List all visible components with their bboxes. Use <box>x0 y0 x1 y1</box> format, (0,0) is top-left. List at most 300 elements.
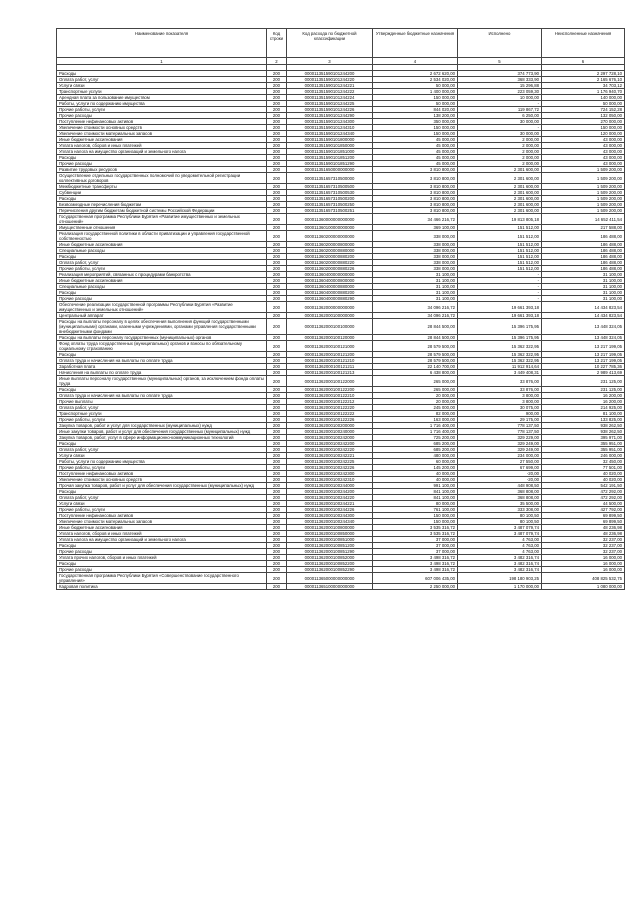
row-unexecuted: 10 227 785,36 <box>542 364 625 370</box>
row-approved: 338 000,00 <box>373 231 458 242</box>
row-code: 200 <box>267 113 287 119</box>
row-executed: 33 876,00 <box>458 387 542 393</box>
row-approved: 369 100,00 <box>373 225 458 231</box>
row-executed: 2 301 600,00 <box>458 208 542 214</box>
row-unexecuted: 186 488,00 <box>542 254 625 260</box>
row-approved: 28 579 500,00 <box>373 358 458 364</box>
row-code: 200 <box>267 260 287 266</box>
row-executed: 30 000,00 <box>458 119 542 125</box>
row-budget-code: 000011351590101244225 <box>287 101 373 107</box>
row-executed: 15 296,88 <box>458 83 542 89</box>
row-executed: - <box>458 296 542 302</box>
row-unexecuted: 355 951,00 <box>542 447 625 453</box>
row-executed: 151 512,00 <box>458 248 542 254</box>
row-name: Расходы <box>57 290 267 296</box>
row-budget-code: 000011362000100100000 <box>287 319 373 335</box>
row-executed: 3 487 079,74 <box>458 525 542 531</box>
row-code: 200 <box>267 149 287 155</box>
row-budget-code: 000011351590101851200 <box>287 155 373 161</box>
row-code: 200 <box>267 483 287 489</box>
row-executed: 151 512,00 <box>458 231 542 242</box>
row-code: 200 <box>267 435 287 441</box>
row-code: 200 <box>267 248 287 254</box>
row-name: Расходы <box>57 561 267 567</box>
row-code: 200 <box>267 555 287 561</box>
row-code: 200 <box>267 107 287 113</box>
row-executed: 2 000,00 <box>458 137 542 143</box>
report-page <box>56 28 624 590</box>
row-executed: 368 333,90 <box>458 77 542 83</box>
row-approved: 28 579 500,00 <box>373 341 458 352</box>
row-budget-code: 000011362000100244200 <box>287 489 373 495</box>
row-name: Работы, услуги по содержанию имущества <box>57 459 267 465</box>
row-name: Оплата труда и начисления на выплаты по оплате труда <box>57 393 267 399</box>
row-unexecuted: 270 000,00 <box>542 119 625 125</box>
row-approved: 685 200,00 <box>373 447 458 453</box>
row-name: Прочие работы, услуги <box>57 465 267 471</box>
row-budget-code: 000011351590101244220 <box>287 77 373 83</box>
row-executed: 151 512,00 <box>458 266 542 272</box>
row-code: 200 <box>267 214 287 225</box>
row-approved: 28 844 500,00 <box>373 335 458 341</box>
row-executed: 11 912 914,64 <box>458 364 542 370</box>
row-unexecuted: 14 434 823,54 <box>542 302 625 313</box>
row-budget-code: 000011362000100851200 <box>287 543 373 549</box>
row-unexecuted: 231 125,00 <box>542 387 625 393</box>
row-approved: 37 000,00 <box>373 543 458 549</box>
row-code: 200 <box>267 272 287 278</box>
row-name: Специальные расходы <box>57 248 267 254</box>
row-code: 200 <box>267 254 287 260</box>
row-approved: 844 020,00 <box>373 107 458 113</box>
row-approved: 725 200,00 <box>373 435 458 441</box>
row-code: 200 <box>267 95 287 101</box>
row-budget-code: 000011351657310500000 <box>287 173 373 184</box>
row-name: Поступление нефинансовых активов <box>57 119 267 125</box>
row-executed: 3 482 316,74 <box>458 567 542 573</box>
table-row <box>57 302 625 313</box>
row-code: 200 <box>267 376 287 387</box>
column-number: 5 <box>458 58 542 65</box>
row-unexecuted: 50 000,00 <box>542 101 625 107</box>
row-name: Расходы <box>57 387 267 393</box>
row-budget-code: 000011360400000880200 <box>287 290 373 296</box>
row-approved: 37 000,00 <box>373 537 458 543</box>
row-code: 200 <box>267 573 287 584</box>
column-number: 2 <box>267 58 287 65</box>
table-row <box>57 376 625 387</box>
row-name: Иные бюджетные ассигнования <box>57 278 267 284</box>
row-executed: 329 249,00 <box>458 441 542 447</box>
row-unexecuted: 1 509 200,00 <box>542 173 625 184</box>
row-code: 200 <box>267 184 287 190</box>
row-approved: 6 438 800,00 <box>373 370 458 376</box>
row-code: 200 <box>267 155 287 161</box>
row-approved: 28 844 500,00 <box>373 319 458 335</box>
row-unexecuted: 77 501,00 <box>542 465 625 471</box>
row-budget-code: 000011362000100242221 <box>287 453 373 459</box>
row-code: 200 <box>267 119 287 125</box>
row-budget-code: 000011360200000800000 <box>287 242 373 248</box>
row-unexecuted: 1 509 200,00 <box>542 208 625 214</box>
row-unexecuted: 355 951,00 <box>542 441 625 447</box>
row-name: Оплата работ, услуг <box>57 495 267 501</box>
row-executed: 234 000,00 <box>458 453 542 459</box>
row-code: 200 <box>267 278 287 284</box>
column-number: 6 <box>542 58 625 65</box>
row-approved: 3 810 800,00 <box>373 208 458 214</box>
row-name: Оплата труда и начисления на выплаты по оплате труда <box>57 358 267 364</box>
row-budget-code: 000011351590101244200 <box>287 71 373 77</box>
row-executed: 448 908,50 <box>458 483 542 489</box>
row-unexecuted: 43 000,00 <box>542 149 625 155</box>
row-code: 200 <box>267 411 287 417</box>
row-name: Прочие работы, услуги <box>57 107 267 113</box>
row-approved: 31 100,00 <box>373 284 458 290</box>
row-unexecuted: 48 236,98 <box>542 525 625 531</box>
row-executed: 33 876,00 <box>458 376 542 387</box>
column-number: 1 <box>57 58 267 65</box>
row-name: Закупка товаров, работ и услуг для государственных (муниципальных) нужд <box>57 423 267 429</box>
row-unexecuted: 14 434 823,54 <box>542 313 625 319</box>
row-approved: 28 579 500,00 <box>373 352 458 358</box>
header-name: Наименование показателя <box>57 29 267 58</box>
row-approved: 80 000,00 <box>373 501 458 507</box>
row-unexecuted: 13 217 199,05 <box>542 341 625 352</box>
row-name: Прочие расходы <box>57 567 267 573</box>
column-number: 4 <box>373 58 458 65</box>
row-approved: 34 096 216,72 <box>373 302 458 313</box>
row-name: Уплата налога на имущество организаций и земельного налога <box>57 149 267 155</box>
row-name: Уплата прочих налогов, сборов и иных платежей <box>57 555 267 561</box>
row-name: Субвенции <box>57 190 267 196</box>
row-executed: 15 362 322,95 <box>458 358 542 364</box>
header-budget-code: Код расхода по бюджетной классификации <box>287 29 373 58</box>
row-name: Закупка товаров, работ, услуг в сфере информационно-коммуникационных технологий <box>57 435 267 441</box>
row-budget-code: 000011362000100240000 <box>287 429 373 435</box>
row-code: 200 <box>267 173 287 184</box>
row-budget-code: 000011360400000800000 <box>287 278 373 284</box>
row-unexecuted: 186 488,00 <box>542 266 625 272</box>
row-approved: 841 100,00 <box>373 489 458 495</box>
row-executed: 4 763,00 <box>458 549 542 555</box>
row-unexecuted: 1 509 200,00 <box>542 196 625 202</box>
row-unexecuted: 16 000,00 <box>542 555 625 561</box>
row-executed: 329 229,00 <box>458 435 542 441</box>
row-name: Увеличение стоимости основных средств <box>57 125 267 131</box>
row-unexecuted: 13 448 324,05 <box>542 335 625 341</box>
row-unexecuted: 1 509 200,00 <box>542 190 625 196</box>
row-approved: 3 810 800,00 <box>373 167 458 173</box>
row-code: 200 <box>267 335 287 341</box>
row-budget-code: 000011360200000880000 <box>287 248 373 254</box>
row-unexecuted: 69 899,50 <box>542 513 625 519</box>
row-unexecuted: 31 100,00 <box>542 296 625 302</box>
row-approved: 163 000,00 <box>373 417 458 423</box>
row-unexecuted: 938 262,50 <box>542 429 625 435</box>
row-name: Уплата налога на имущество организаций и земельного налога <box>57 537 267 543</box>
row-code: 200 <box>267 399 287 405</box>
row-code: 200 <box>267 125 287 131</box>
row-budget-code: 000011362000100800000 <box>287 525 373 531</box>
row-approved: 45 000,00 <box>373 149 458 155</box>
row-unexecuted: 408 825 532,75 <box>542 573 625 584</box>
row-code: 200 <box>267 89 287 95</box>
row-executed: 6 250,00 <box>458 113 542 119</box>
table-row <box>57 231 625 242</box>
row-code: 200 <box>267 83 287 89</box>
row-name: Расходы <box>57 71 267 77</box>
row-name: Реализация государственной политики в области приватизации и управления государственной собственностью <box>57 231 267 242</box>
row-executed: 2 000,00 <box>458 149 542 155</box>
row-executed: 223 059,30 <box>458 89 542 95</box>
row-unexecuted: 32 237,00 <box>542 543 625 549</box>
row-budget-code: 000011362000000000000 <box>287 302 373 313</box>
row-code: 200 <box>267 352 287 358</box>
row-approved: 37 000,00 <box>373 549 458 555</box>
row-budget-code: 000011362000100852000 <box>287 555 373 561</box>
row-code: 200 <box>267 370 287 376</box>
row-name: Заработная плата <box>57 364 267 370</box>
row-name: Оплата работ, услуг <box>57 77 267 83</box>
row-name: Безвозмездные перечисления бюджетам <box>57 202 267 208</box>
row-executed: 19 813 805,18 <box>458 214 542 225</box>
row-approved: 1 716 400,00 <box>373 423 458 429</box>
row-executed: 3 482 316,74 <box>458 561 542 567</box>
table-row <box>57 214 625 225</box>
row-name: Поступление нефинансовых активов <box>57 513 267 519</box>
row-name: Прочие выплаты <box>57 399 267 405</box>
row-name: Прочие расходы <box>57 549 267 555</box>
row-budget-code: 000011351657310500530 <box>287 190 373 196</box>
row-approved: 3 810 800,00 <box>373 202 458 208</box>
row-approved: 338 000,00 <box>373 248 458 254</box>
row-executed: 151 512,00 <box>458 254 542 260</box>
row-executed: -20,00 <box>458 471 542 477</box>
row-name: Прочие работы, услуги <box>57 507 267 513</box>
row-code: 200 <box>267 471 287 477</box>
row-unexecuted: 132 050,00 <box>542 113 625 119</box>
row-budget-code: 000011360400000880000 <box>287 284 373 290</box>
row-budget-code: 000011362000100851000 <box>287 537 373 543</box>
row-budget-code: 000011351590101851000 <box>287 149 373 155</box>
row-approved: 1 400 000,00 <box>373 89 458 95</box>
row-executed: 15 362 322,95 <box>458 352 542 358</box>
table-header <box>57 29 625 71</box>
row-budget-code: 000011362000100242300 <box>287 471 373 477</box>
row-executed: 10 000,00 <box>458 95 542 101</box>
row-code: 200 <box>267 319 287 335</box>
row-executed: 151 512,00 <box>458 242 542 248</box>
row-code: 200 <box>267 302 287 313</box>
row-budget-code: 000011362000100122226 <box>287 417 373 423</box>
row-budget-code: 000011362000100242310 <box>287 477 373 483</box>
row-approved: 685 200,00 <box>373 441 458 447</box>
row-budget-code: 000011365100000000000 <box>287 584 373 590</box>
row-approved: 45 000,00 <box>373 155 458 161</box>
row-executed: 151 512,00 <box>458 260 542 266</box>
row-name: Межбюджетные трансферты <box>57 184 267 190</box>
row-budget-code: 000011360200000880226 <box>287 266 373 272</box>
row-budget-code: 000011362000100121211 <box>287 364 373 370</box>
row-unexecuted: 1 176 940,70 <box>542 89 625 95</box>
row-name: Осуществление отдельных государственных полномочий по уведомительной регистрации коллективных договоров <box>57 173 267 184</box>
row-approved: 31 100,00 <box>373 278 458 284</box>
row-name: Уплата налогов, сборов и иных платежей <box>57 143 267 149</box>
row-approved: 145 200,00 <box>373 465 458 471</box>
row-executed: - <box>458 284 542 290</box>
row-name: Центральный аппарат <box>57 313 267 319</box>
row-executed: 2 301 600,00 <box>458 202 542 208</box>
row-executed: 3 482 316,74 <box>458 555 542 561</box>
row-unexecuted: 32 450,00 <box>542 459 625 465</box>
row-executed: 19 661 393,18 <box>458 302 542 313</box>
row-approved: 350 000,00 <box>373 119 458 125</box>
row-code: 200 <box>267 417 287 423</box>
row-approved: 45 000,00 <box>373 137 458 143</box>
row-budget-code: 000011351590101850000 <box>287 143 373 149</box>
row-code: 200 <box>267 561 287 567</box>
row-unexecuted: 427 792,00 <box>542 507 625 513</box>
row-approved: 60 000,00 <box>373 459 458 465</box>
row-code: 200 <box>267 405 287 411</box>
row-unexecuted: 246 000,00 <box>542 453 625 459</box>
row-code: 200 <box>267 513 287 519</box>
row-unexecuted: 2 165 676,10 <box>542 77 625 83</box>
row-code: 200 <box>267 161 287 167</box>
row-unexecuted: 186 488,00 <box>542 242 625 248</box>
row-executed: 2 301 600,00 <box>458 190 542 196</box>
row-budget-code: 000011351590101244224 <box>287 95 373 101</box>
row-name: Иные бюджетные ассигнования <box>57 242 267 248</box>
row-unexecuted: 2 297 728,10 <box>542 71 625 77</box>
row-name: Расходы <box>57 543 267 549</box>
row-budget-code: 000011362000100851290 <box>287 549 373 555</box>
row-budget-code: 000011362000100244000 <box>287 483 373 489</box>
row-budget-code: 000011362000100200000 <box>287 423 373 429</box>
row-unexecuted: 150 000,00 <box>542 125 625 131</box>
header-executed: Исполнено <box>458 29 542 58</box>
row-approved: 34 096 216,72 <box>373 313 458 319</box>
row-code: 200 <box>267 501 287 507</box>
row-code: 200 <box>267 77 287 83</box>
row-budget-code: 000011362000100852290 <box>287 567 373 573</box>
row-budget-code: 000011362000100242200 <box>287 441 373 447</box>
row-name: Расходы <box>57 489 267 495</box>
row-name: Увеличение стоимости материальных запасов <box>57 131 267 137</box>
row-budget-code: 000011362000100242000 <box>287 435 373 441</box>
row-unexecuted: 140 000,00 <box>542 95 625 101</box>
row-approved: 45 000,00 <box>373 161 458 167</box>
table-row <box>57 573 625 584</box>
row-unexecuted: 31 100,00 <box>542 284 625 290</box>
row-approved: 3 535 316,72 <box>373 525 458 531</box>
row-unexecuted: 1 509 200,00 <box>542 202 625 208</box>
row-approved: 31 100,00 <box>373 290 458 296</box>
row-executed: 2 000,00 <box>458 143 542 149</box>
row-name: Иные выплаты персоналу государственных (муниципальных) органов, за исключением фонда оплаты труда <box>57 376 267 387</box>
row-executed: 2 301 600,00 <box>458 184 542 190</box>
row-unexecuted: 43 000,00 <box>542 137 625 143</box>
row-budget-code: 000011362000100121200 <box>287 352 373 358</box>
row-unexecuted: 217 588,00 <box>542 225 625 231</box>
row-unexecuted: 133 825,00 <box>542 417 625 423</box>
row-code: 200 <box>267 537 287 543</box>
row-code: 200 <box>267 225 287 231</box>
row-code: 200 <box>267 358 287 364</box>
row-budget-code: 000011362000100122222 <box>287 411 373 417</box>
row-executed: 15 396 175,95 <box>458 319 542 335</box>
row-budget-code: 000011351590101244310 <box>287 125 373 131</box>
row-code: 200 <box>267 202 287 208</box>
row-name: Услуги связи <box>57 453 267 459</box>
row-code: 200 <box>267 549 287 555</box>
row-budget-code: 000011360100000000000 <box>287 225 373 231</box>
row-unexecuted: 34 703,12 <box>542 83 625 89</box>
row-executed: 333 308,00 <box>458 507 542 513</box>
row-unexecuted: 40 020,00 <box>542 477 625 483</box>
row-budget-code: 000011362000100122210 <box>287 393 373 399</box>
row-approved: 3 810 800,00 <box>373 184 458 190</box>
row-approved: 150 000,00 <box>373 513 458 519</box>
row-budget-code: 000011351657310500500 <box>287 184 373 190</box>
row-name: Реализация мероприятий, связанных с процедурами банкротства <box>57 272 267 278</box>
table-row <box>57 341 625 352</box>
table-body <box>57 71 625 590</box>
row-executed: - <box>458 290 542 296</box>
row-budget-code: 000011351590101800000 <box>287 137 373 143</box>
row-code: 200 <box>267 519 287 525</box>
row-unexecuted: 214 925,00 <box>542 405 625 411</box>
row-executed: 368 808,00 <box>458 489 542 495</box>
row-executed: 778 137,50 <box>458 423 542 429</box>
row-unexecuted: 16 200,00 <box>542 399 625 405</box>
row-approved: 607 006 435,00 <box>373 573 458 584</box>
row-approved: 338 000,00 <box>373 266 458 272</box>
row-executed: 374 773,90 <box>458 71 542 77</box>
row-name: Обеспечение реализации государственной программы Республики Бурятия «Развитие имущественных и земельных отношений» <box>57 302 267 313</box>
row-executed: 151 512,00 <box>458 225 542 231</box>
row-approved: 3 810 800,00 <box>373 190 458 196</box>
row-name: Имущественные отношения <box>57 225 267 231</box>
row-name: Увеличение стоимости основных средств <box>57 477 267 483</box>
row-code: 200 <box>267 441 287 447</box>
row-name: Транспортные услуги <box>57 89 267 95</box>
row-executed: 778 137,50 <box>458 429 542 435</box>
row-approved: 3 498 316,72 <box>373 567 458 573</box>
row-budget-code: 000011362000100244340 <box>287 519 373 525</box>
row-name: Оплата работ, услуг <box>57 405 267 411</box>
row-budget-code: 000011362000100000000 <box>287 313 373 319</box>
row-name: Увеличение стоимости материальных запасов <box>57 519 267 525</box>
row-budget-code: 000011362000100244221 <box>287 501 373 507</box>
row-budget-code: 000011360200000000000 <box>287 231 373 242</box>
row-budget-code: 000011362000100242226 <box>287 465 373 471</box>
row-approved: 31 100,00 <box>373 272 458 278</box>
row-approved: 82 000,00 <box>373 411 458 417</box>
row-name: Развитие трудовых ресурсов <box>57 167 267 173</box>
row-code: 200 <box>267 313 287 319</box>
row-executed: 2 000,00 <box>458 155 542 161</box>
row-budget-code: 000011351590101244226 <box>287 107 373 113</box>
row-executed: 900,00 <box>458 411 542 417</box>
row-unexecuted: 472 292,00 <box>542 489 625 495</box>
row-executed: 2 000,00 <box>458 161 542 167</box>
row-name: Начисления на выплаты по оплате труда <box>57 370 267 376</box>
row-code: 200 <box>267 525 287 531</box>
row-name: Государственная программа Республики Бурятия «Совершенствование государственного управления» <box>57 573 267 584</box>
row-unexecuted: 16 200,00 <box>542 393 625 399</box>
